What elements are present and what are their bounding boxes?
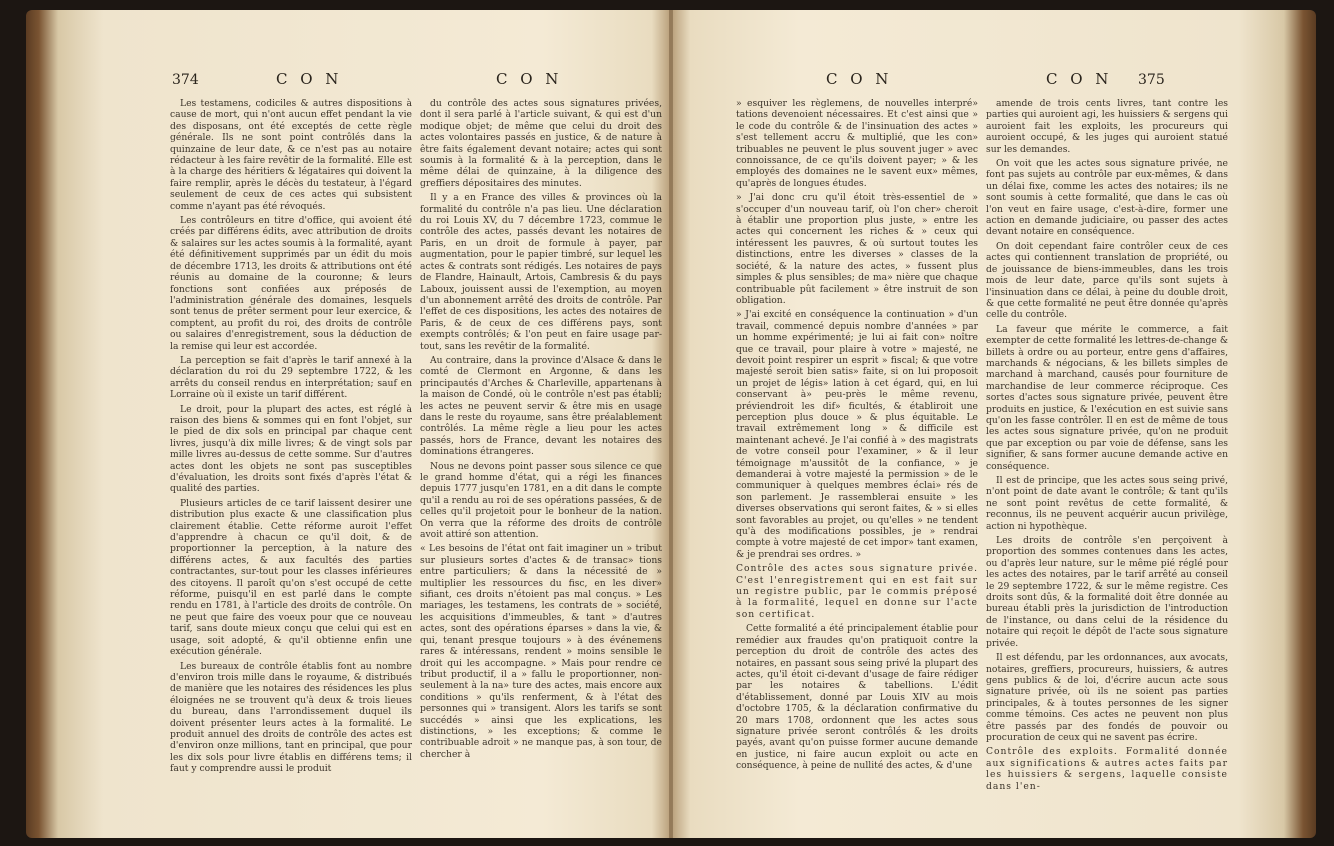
running-head-left-2: C O N (496, 70, 563, 88)
paragraph: Les bureaux de contrôle établis font au nombre d'environ trois mille dans le royaume, & distribués de manière que les notaires des résidences les plus éloignées ne se trouvent qu'à deux & trois lieues du bureau, dans l'arrondissement duquel ils doivent présenter leurs actes à la formalité. Le produit annuel des droits de contrôle des actes est d'environ onze millions, tant en principal, que pour les dix sols pour livre établis en différens tems; il faut y comprendre aussi le produit (170, 660, 412, 775)
paragraph: Nous ne devons point passer sous silence ce que le grand homme d'état, qui a régi les finances depuis 1777 jusqu'en 1781, en a dit dans le compte qu'il a rendu au roi de ses opérations passées, & de celles qu'il projetoit pour le bonheur de la nation. On verra que la réforme des droits de contrôle avoit attiré son attention. (420, 460, 662, 541)
right-column-1 (736, 98, 978, 838)
section-paragraph: Contrôle des exploits. Formalité donnée aux significations & autres actes faits par les huissiers & sergens, laquelle consiste dans l'en- (986, 746, 1228, 792)
quotation: » J'ai donc cru qu'il étoit très-essentiel de » s'occuper d'un nouveau tarif, où l'on cher» cheroit à établir une proportion plus juste, » entre les actes qui concernent les riches & » ceux qui intéressent les pauvres, & où surtout toutes les distinctions, entre les diverses » classes de la société, & la nature des actes, » fussent plus simples & plus sensibles; de ma» nière que chaque contribuable pût facilement » être instruit de son obligation. (736, 192, 978, 306)
book-gutter (669, 10, 673, 838)
paragraph: Les droits de contrôle s'en perçoivent à proportion des sommes contenues dans les actes, ou d'après leur nature, sur le même pié réglé pour les actes des notaires, par le tarif arrêté au conseil le 29 septembre 1722, & sur le même registre. Ces droits sont dûs, & la formalité doit être donnée au bureau établi près la jurisdiction de l'introduction de l'instance, ou dans celui de la résidence du notaire qui reçoit le dépôt de l'acte sous signature privée. (986, 535, 1228, 649)
page-number-left: 374 (172, 72, 199, 88)
paragraph: La perception se fait d'après le tarif annexé à la déclaration du roi du 29 septembre 1722, & les arrêts du conseil rendus en interprétation; sauf en Lorraine où il existe un tarif différent. (170, 354, 412, 401)
paragraph: Il est défendu, par les ordonnances, aux avocats, notaires, greffiers, procureurs, huissiers, & autres gens publics & de loi, d'écrire aucun acte sous signature privée, où ils ne soient pas parties principales, & à toutes personnes de les signer comme témoins. Ces actes ne peuvent non plus être passés par des fondés de pouvoir ou procuration de ceux qui ne savent pas écrire. (986, 652, 1228, 743)
section-paragraph: Contrôle des actes sous signature privée. C'est l'enregistrement qui en est fait sur un registre public, par le commis préposé à la formalité, lequel en donne sur l'acte son certificat. (736, 563, 978, 620)
running-head-left-1: C O N (276, 70, 343, 88)
paragraph: Le droit, pour la plupart des actes, est réglé à raison des biens & sommes qui en font l'objet, sur le pied de dix sols en principal par chaque cent livres, jusqu'à dix mille livres; & de vingt sols par mille livres au-dessus de cette somme. Sur d'autres actes dont les objets ne sont pas susceptibles d'évaluation, les droits sont fixés d'après l'état & qualité des parties. (170, 403, 412, 495)
paragraph: Il y a en France des villes & provinces où la formalité du contrôle n'a pas lieu. Une déclaration du roi Louis XV, du 7 décembre 1723, commue le contrôle des actes, passés devant les notaires de Paris, en un droit de formule à payer, par augmentation, pour le papier timbré, sur lequel les actes & contrats sont rédigés. Les notaires de pays de Flandre, Hainault, Artois, Cambresis & du pays Laboux, jouissent aussi de l'exemption, au moyen d'un abonnement arrêté des droits de contrôle. Par l'effet de ces dispositions, les actes des notaires de Paris, & de ceux de ces différens pays, sont exempts contrôlés; & l'on peut en faire usage par-tout, sans les revêtir de la formalité. (420, 192, 662, 352)
paragraph: Il est de principe, que les actes sous seing privé, n'ont point de date avant le contrôle; & tant qu'ils ne sont point revêtus de cette formalité, & reconnus, ils ne peuvent acquérir aucun privilège, action ni hypothèque. (986, 475, 1228, 532)
paragraph: Les contrôleurs en titre d'office, qui avoient été créés par différens édits, avec attribution de droits & salaires sur les actes soumis à la formalité, ayant été définitivement supprimés par un édit du mois de décembre 1713, les droits & attributions ont été réunis au domaine de la couronne; & leurs fonctions sont confiées aux préposés de l'administration générale des domaines, lesquels sont tenus de prêter serment pour leur exercice, & comptent, au profit du roi, des droits de contrôle ou salaires d'enregistrement, sous la déduction de la remise qui leur est accordée. (170, 215, 412, 352)
left-column-2 (420, 98, 662, 838)
running-head-right-2: C O N (1046, 70, 1113, 88)
paragraph: On voit que les actes sous signature privée, ne font pas sujets au contrôle par eux-mêmes, & dans un délai fixe, comme les actes des notaires; ils ne sont soumis à cette formalité, que dans le cas où l'on veut en faire usage, c'est-à-dire, former une action en demande judiciaire, ou passer des actes devant notaire en conséquence. (986, 158, 1228, 238)
quotation: « Les besoins de l'état ont fait imaginer un » tribut sur plusieurs sortes d'actes & de transac» tions entre particuliers; & dans la nécessité de » multiplier les ressources du fisc, en les diver» sifiant, ces droits n'étoient pas mal conçus. » Les mariages, les testamens, les contrats de » société, les acquisitions d'immeubles, & tant » d'autres actes, sont des opérations éparses » dans la vie, & qui, tenant presque toujours » à des événemens rares & intéressans, rendent » moins sensible le droit qui les accompagne. » Mais pour rendre ce tribut productif, il a » fallu le proportionner, non-seulement à la na» ture des actes, mais encore aux conditions » qu'ils renferment, & à l'état des personnes qui » transigent. Alors les tarifs se sont succédés » ainsi que les explications, les distinctions, » les exceptions; & comme le contribuable adroit » ne manque pas, à son tour, de chercher à (420, 543, 662, 760)
page-number-right: 375 (1138, 72, 1165, 88)
paragraph: Au contraire, dans la province d'Alsace & dans le comté de Clermont en Argonne, & dans les principautés d'Arches & Charleville, appartenans à la maison de Condé, où le contrôle n'est pas établi; les actes ne peuvent servir & être mis en usage dans le reste du royaume, sans être préalablement contrôlés. La même règle a lieu pour les actes passés, hors de France, devant les notaires des dominations étrangeres. (420, 354, 662, 458)
book-spread (26, 10, 1316, 838)
paragraph: amende de trois cents livres, tant contre les parties qui auroient agi, les huissiers & sergens qui auroient fait les exploits, les procureurs qui auroient occupé, & les juges qui auroient statué sur les demandes. (986, 98, 1228, 155)
paragraph: Cette formalité a été principalement établie pour remédier aux fraudes qu'on pratiquoit contre la perception du droit de contrôle des actes des notaires, en passant sous seing privé la plupart des actes, qu'il étoit ci-devant d'usage de faire rédiger par les notaires & tabellions. L'édit d'établissement, donné par Louis XIV au mois d'octobre 1705, & la déclaration confirmative du 20 mars 1708, ordonnent que les actes sous signature privée seront contrôlés & les droits payés, avant qu'on puisse former aucune demande en justice, ni faire aucun exploit ou acte en conséquence, à peine de nullité des actes, & d'une (736, 623, 978, 772)
paragraph: La faveur que mérite le commerce, a fait exempter de cette formalité les lettres-de-change & billets à ordre ou au porteur, entre gens d'affaires, marchands & négocians, & les billets simples de marchand à marchand, causés pour fourniture de marchandise de leur commerce réciproque. Ces sortes d'actes sous signature privée, peuvent être produits en justice, & l'exécution en est suivie sans qu'on les fasse contrôler. Il en est de même de tous les actes sous signature privée, qu'on ne produit que par exception ou par voie de défense, sans les signifier, & sans former aucune demande active en conséquence. (986, 323, 1228, 472)
running-head-right-1: C O N (826, 70, 893, 88)
quotation: » J'ai excité en conséquence la continuation » d'un travail, commencé depuis nombre d'années » par un homme expérimenté; je lui ai fait con» noître que ce travail, pour plaire à votre » majesté, ne devoit point respirer un esprit » fiscal; & que votre majesté seroit bien satis» faite, si on lui proposoit un projet de légis» lation à cet égard, qui, en lui conservant à» peu-près le même revenu, préviendroit les dif» ficultés, & établiroit une perception plus douce » & plus équitable. Le travail extrêmement long » & difficile est maintenant achevé. Je l'ai confié à » des magistrats de votre conseil pour l'examiner, » & il leur témoignage m'aussitôt de la confiance, » je demanderai à votre majesté la permission » de le communiquer à quelques membres éclai» rés de son parlement. Je rassemblerai ensuite » les diverses observations qui seront faites, & » si elles sont favorables au projet, ou qu'elles » ne tendent qu'à des modifications possibles, je » rendrai compte à votre majesté de cet impor» tant examen, & je prendrai ses ordres. » (736, 309, 978, 560)
right-column-2 (986, 98, 1228, 838)
paragraph: Plusieurs articles de ce tarif laissent desirer une distribution plus exacte & une classification plus clairement établie. Cette réforme auroit l'effet d'apprendre à chacun ce qu'il doit, & de proportionner la perception, à la nature des différens actes, & aux facultés des parties contractantes, sur-tout pour les classes inférieures des citoyens. Il paroît qu'on s'est occupé de cette réforme, puisqu'il en est parlé dans le compte rendu en 1781, à l'article des droits de contrôle. On ne peut que faire des voeux pour que ce nouveau tarif, sans doute mieux conçu que celui qui est en usage, soit adopté, & qu'il obtienne enfin une exécution générale. (170, 497, 412, 658)
paragraph: Les testamens, codiciles & autres dispositions à cause de mort, qui n'ont aucun effet pendant la vie des disposans, ont été exceptés de cette règle générale. Ils ne sont point contrôlés dans la quinzaine de leur date, & ce n'est pas au notaire rédacteur à les faire revêtir de la formalité. Elle est à la charge des héritiers & légataires qui doivent la faire remplir, après le décès du testateur, à l'égard seulement de ceux de ces actes qui subsistent comme n'ayant pas été révoqués. (170, 98, 412, 212)
paragraph: On doit cependant faire contrôler ceux de ces actes qui contiennent translation de propriété, ou de jouissance de biens-immeubles, dans les trois mois de leur date, parce qu'ils sont sujets à l'insinuation dans ce délai, à peine du double droit, & que cette formalité ne peut être donnée qu'après celle du contrôle. (986, 240, 1228, 321)
paragraph: du contrôle des actes sous signatures privées, dont il sera parlé à l'article suivant, & qui est d'un modique objet; de même que celui du droit des actes volontaires passés en justice, & de nature à être faits également devant notaire; actes qui sont soumis à la formalité & à la perception, dans le même délai de quinzaine, à la diligence des greffiers dépositaires des minutes. (420, 98, 662, 189)
left-column-1 (170, 98, 412, 838)
quotation: » esquiver les règlemens, de nouvelles interpré» tations devenoient nécessaires. Et c'est ainsi que » le code du contrôle & de l'insinuation des actes » s'est tellement accru & multiplié, que les con» tribuables ne peuvent le plus souvent juger » avec connoissance, de ce qu'ils doivent payer; » & les employés des domaines ne le savent eux» mêmes, qu'après de longues études. (736, 98, 978, 189)
